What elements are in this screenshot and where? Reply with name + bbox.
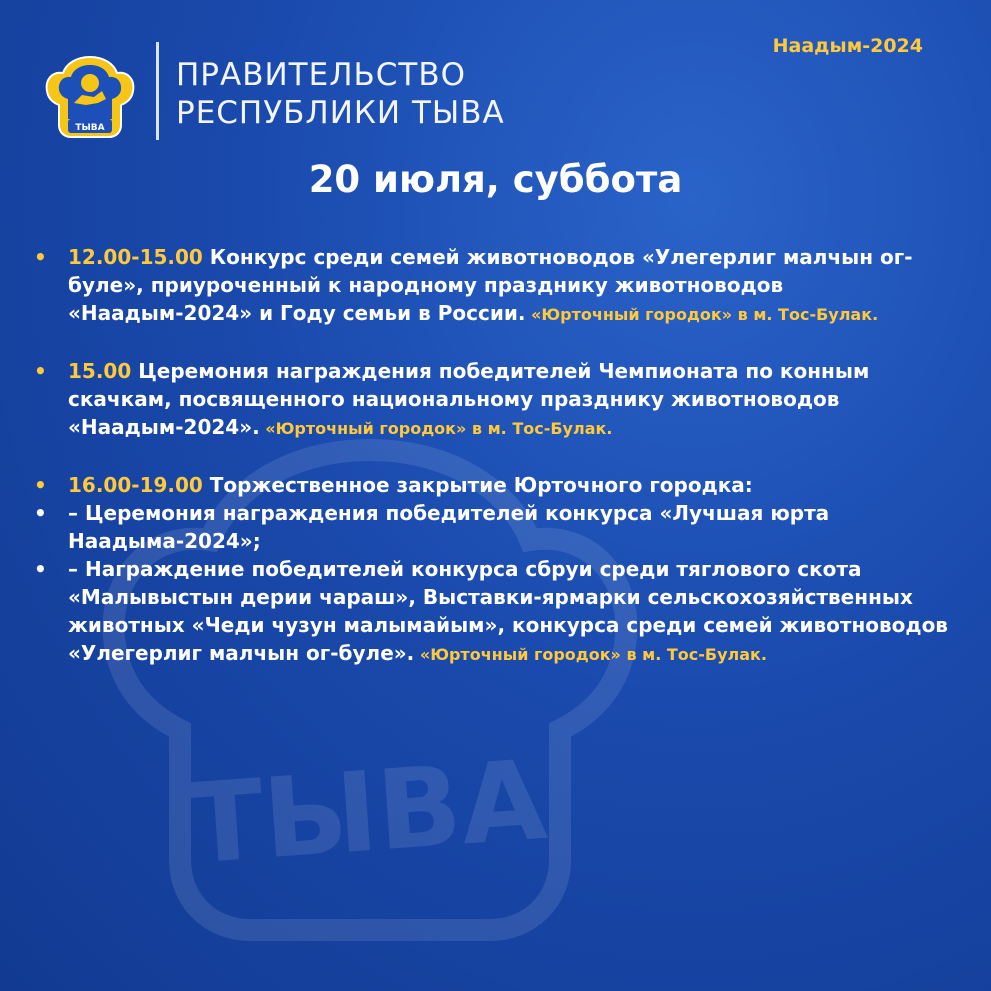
org-line-2: РЕСПУБЛИКИ ТЫВА xyxy=(176,95,505,131)
event-item xyxy=(30,471,960,499)
event-place: «Юрточный городок» в м. Тос-Булак. xyxy=(525,305,879,324)
org-line-1: ПРАВИТЕЛЬСТВО xyxy=(176,57,467,93)
organization-title xyxy=(176,56,505,132)
event-list xyxy=(30,243,960,669)
event-text: – Награждение победителей конкурса сбруи среди тяглового скота «Малывыстын дерии чараш», Выставки-ярмарки сельскохозяйственных животных «Чеди чузун малымайым», конкурса среди семей животноводов «Улегерлиг малчын ог-буле». xyxy=(68,557,948,665)
event-subitem xyxy=(30,499,960,555)
logo-text: ТЫВА xyxy=(75,123,105,133)
tuva-emblem-logo xyxy=(44,53,136,139)
event-badge: Наадым-2024 xyxy=(772,35,923,57)
bullet: • xyxy=(34,473,47,497)
bullet: • xyxy=(34,501,47,525)
event-time: 12.00-15.00 xyxy=(68,245,203,269)
header-divider xyxy=(156,42,159,140)
event-text: Торжественное закрытие Юрточного городка: xyxy=(202,473,753,497)
bullet: • xyxy=(34,359,47,383)
event-text: – Церемония награждения победителей конкурса «Лучшая юрта Наадыма-2024»; xyxy=(68,501,830,553)
page-title: 20 июля, суббота xyxy=(308,158,683,201)
event-item xyxy=(30,357,960,443)
event-subitem xyxy=(30,555,960,669)
event-place: «Юрточный городок» в м. Тос-Булак. xyxy=(259,419,613,438)
bullet: • xyxy=(34,245,47,269)
event-place: «Юрточный городок» в м. Тос-Булак. xyxy=(414,645,767,664)
event-time: 16.00-19.00 xyxy=(68,473,203,497)
bullet: • xyxy=(34,557,47,581)
event-item xyxy=(30,243,960,329)
event-time: 15.00 xyxy=(68,359,132,383)
event-text: Церемония награждения победителей Чемпионата по конным скачкам, посвященного национальному празднику животноводов «Наадым-2024». xyxy=(68,359,870,439)
watermark-text: ТЫВА xyxy=(184,735,551,889)
event-text: Конкурс среди семей животноводов «Улегерлиг малчын ог-буле», приуроченный к народному празднику животноводов «Наадым-2024» и Году семьи в России. xyxy=(68,245,913,325)
